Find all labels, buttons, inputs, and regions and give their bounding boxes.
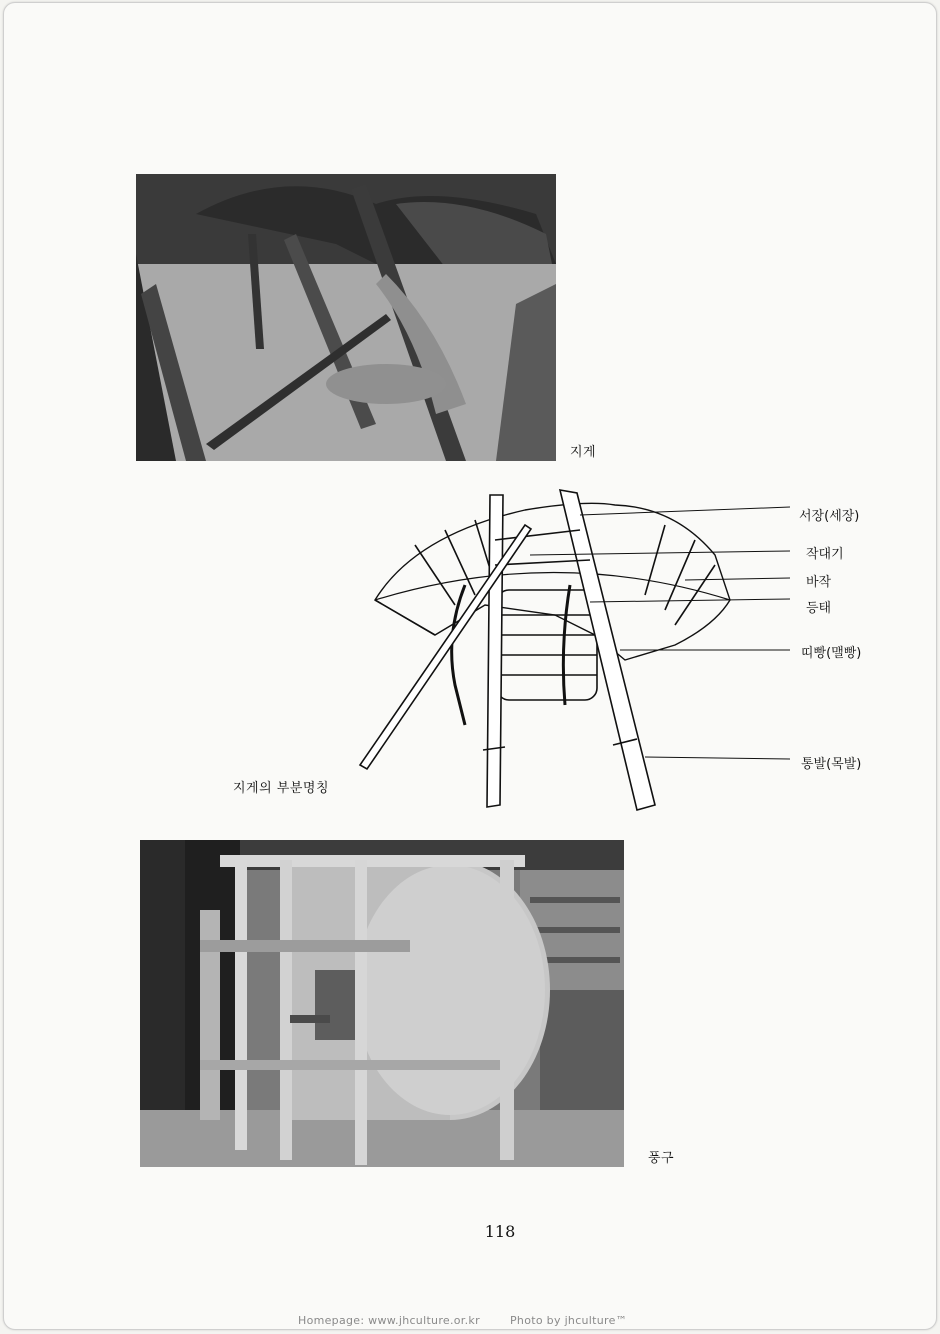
label-seojang: 서장(세장)	[799, 509, 860, 524]
footer-photo-credit: Photo by jhculture™	[510, 1314, 627, 1327]
jige-diagram-caption: 지게의 부분명칭	[233, 781, 330, 796]
label-ttippang: 띠빵(맬빵)	[801, 646, 862, 661]
jige-photo	[136, 174, 556, 461]
label-jakdaegi: 작대기	[806, 547, 844, 562]
label-tongbal: 통발(목발)	[801, 757, 862, 772]
label-bajak: 바작	[806, 575, 832, 590]
jige-photo-caption: 지게	[570, 445, 597, 460]
label-deungtae: 등태	[806, 601, 832, 616]
punggu-photo	[140, 840, 624, 1167]
punggu-photo-caption: 풍구	[648, 1151, 675, 1166]
page-number: 118	[484, 1222, 516, 1241]
footer-homepage: Homepage: www.jhculture.or.kr	[298, 1314, 480, 1327]
